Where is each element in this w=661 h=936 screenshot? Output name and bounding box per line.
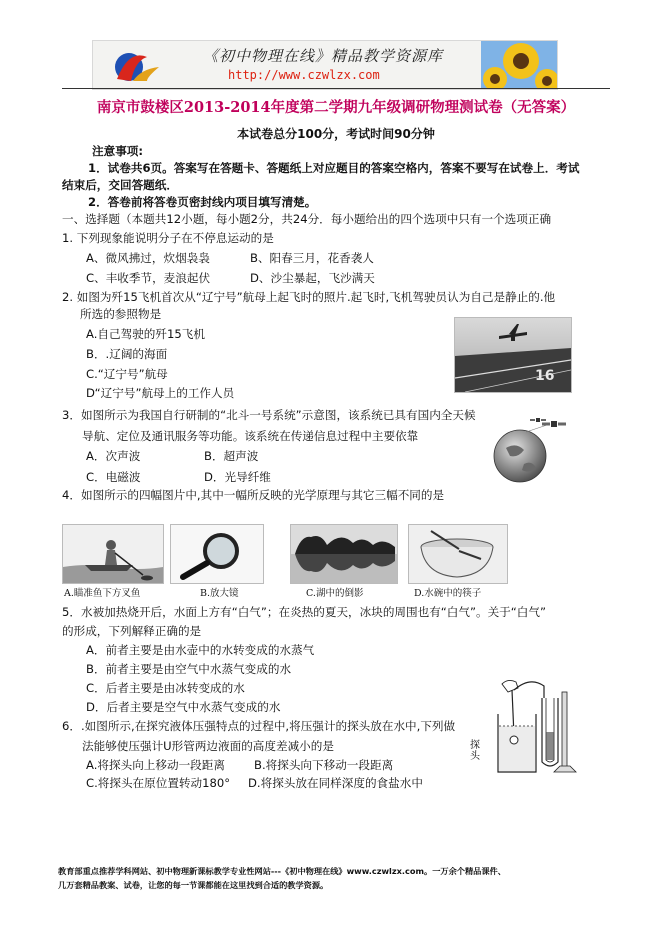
page-footer bbox=[58, 864, 618, 892]
q6-option-b: B.将探头向下移动一段距离 bbox=[254, 758, 394, 772]
q4-figure-a-fishing bbox=[62, 524, 164, 584]
q1-option-d: D、沙尘暴起，飞沙满天 bbox=[250, 271, 375, 285]
header-banner bbox=[92, 40, 558, 90]
q6-option-a: A.将探头向上移动一段距离 bbox=[86, 758, 225, 772]
q1-option-c: C、丰收季节，麦浪起伏 bbox=[86, 271, 211, 285]
exam-subtitle: 本试卷总分100分，考试时间90分钟 bbox=[237, 127, 435, 141]
q2-option-a: A.自己驾驶的歼15飞机 bbox=[86, 327, 205, 341]
section-heading: 一、选择题（本题共12小题，每小题2分，共24分．每小题给出的四个选项中只有一个选项正确 bbox=[62, 212, 552, 226]
footer-line-2: 几万套精品教案、试卷，让您的每一节课都能在这里找到合适的教学资源。 bbox=[58, 880, 329, 890]
footer-line-1: 教育部重点推荐学科网站、初中物理新课标教学专业性网站---《初中物理在线》www.czwlzx.com。一万余个精品课件、 bbox=[58, 866, 506, 876]
q6-stem-2: 法能够使压强计U形管两边液面的高度差减小的是 bbox=[82, 739, 334, 753]
banner-title: 《初中物理在线》精品教学资源库 bbox=[203, 47, 444, 65]
q2-option-d: D“辽宁号”航母上的工作人员 bbox=[86, 386, 235, 400]
q1-option-b: B、阳春三月，花香袭人 bbox=[250, 251, 374, 265]
q5-option-d: D．后者主要是空气中水蒸气变成的水 bbox=[86, 700, 281, 714]
banner-url[interactable]: http://www.czwlzx.com bbox=[228, 68, 380, 82]
notes-line-1a: 1．试卷共6页。答案写在答题卡、答题纸上对应题目的答案空格内，答案不要写在试卷上．考试 bbox=[88, 161, 580, 175]
q4-figure-d-chopsticks bbox=[408, 524, 508, 584]
sunflower-image bbox=[481, 40, 558, 90]
header-rule bbox=[62, 88, 610, 89]
q4-figure-b-magnifier bbox=[170, 524, 264, 584]
q4-caption-b: B.放大镜 bbox=[200, 588, 239, 599]
q5-option-a: A．前者主要是由水壶中的水转变成的水蒸气 bbox=[86, 643, 315, 657]
notes-line-2: 2．答卷前将答卷页密封线内项目填写清楚。 bbox=[88, 195, 317, 209]
q5-option-b: B．前者主要是由空气中水蒸气变成的水 bbox=[86, 662, 292, 676]
q5-stem-2: 的形成，下列解释正确的是 bbox=[62, 624, 202, 638]
q5-option-c: C．后者主要是由冰转变成的水 bbox=[86, 681, 245, 695]
q6-option-c: C.将探头在原位置转动180° bbox=[86, 776, 231, 790]
q2-option-c: C.“辽宁号”航母 bbox=[86, 367, 168, 381]
q2-stem-2: 所选的参照物是 bbox=[80, 307, 162, 321]
q6-stem-1: 6．.如图所示,在探究液体压强特点的过程中,将压强计的探头放在水中,下列做 bbox=[62, 719, 456, 733]
q3-option-d: D．光导纤维 bbox=[204, 470, 271, 484]
q3-stem-1: 3．如图所示为我国自行研制的“北斗一号系统”示意图，该系统已具有国内全天候 bbox=[62, 408, 476, 422]
deck-mark: 16 bbox=[535, 368, 555, 384]
q3-stem-2: 导航、定位及通讯服务等功能。该系统在传递信息过程中主要依靠 bbox=[82, 429, 419, 443]
q4-caption-d: D.水碗中的筷子 bbox=[414, 588, 482, 599]
q2-carrier-photo bbox=[454, 317, 572, 393]
q2-stem-1: 2. 如图为歼15飞机首次从“辽宁号”航母上起飞时的照片.起飞时,飞机驾驶员认为自己是静止的.他 bbox=[62, 290, 556, 304]
notes-heading: 注意事项: bbox=[92, 144, 144, 158]
q6-pressure-gauge-figure bbox=[478, 676, 582, 778]
q3-satellite-earth-figure bbox=[488, 414, 570, 488]
q4-caption-a: A.瞄准鱼下方叉鱼 bbox=[64, 588, 141, 599]
q1-option-a: A、微风拂过，炊烟袅袅 bbox=[86, 251, 210, 265]
q6-probe-label: 探头 bbox=[470, 740, 480, 762]
q3-option-a: A．次声波 bbox=[86, 449, 141, 463]
q4-stem: 4．如图所示的四幅图片中,其中一幅所反映的光学原理与其它三幅不同的是 bbox=[62, 488, 445, 502]
notes-line-1b: 结束后，交回答题纸． bbox=[62, 178, 178, 192]
site-logo bbox=[107, 47, 167, 85]
q5-stem-1: 5．水被加热烧开后，水面上方有“白气”；在炎热的夏天，冰块的周围也有“白气”。关于“白气” bbox=[62, 605, 546, 619]
q6-option-d: D.将探头放在同样深度的食盐水中 bbox=[248, 776, 423, 790]
q2-option-b: B．.辽阔的海面 bbox=[86, 347, 168, 361]
q4-caption-c: C.湖中的倒影 bbox=[306, 588, 364, 599]
q4-figure-c-reflection bbox=[290, 524, 398, 584]
exam-title: 南京市鼓楼区2013-2014年度第二学期九年级调研物理测试卷（无答案） bbox=[96, 99, 576, 116]
q3-option-c: C．电磁波 bbox=[86, 470, 141, 484]
q1-stem: 1. 下列现象能说明分子在不停息运动的是 bbox=[62, 231, 274, 245]
q3-option-b: B．超声波 bbox=[204, 449, 259, 463]
